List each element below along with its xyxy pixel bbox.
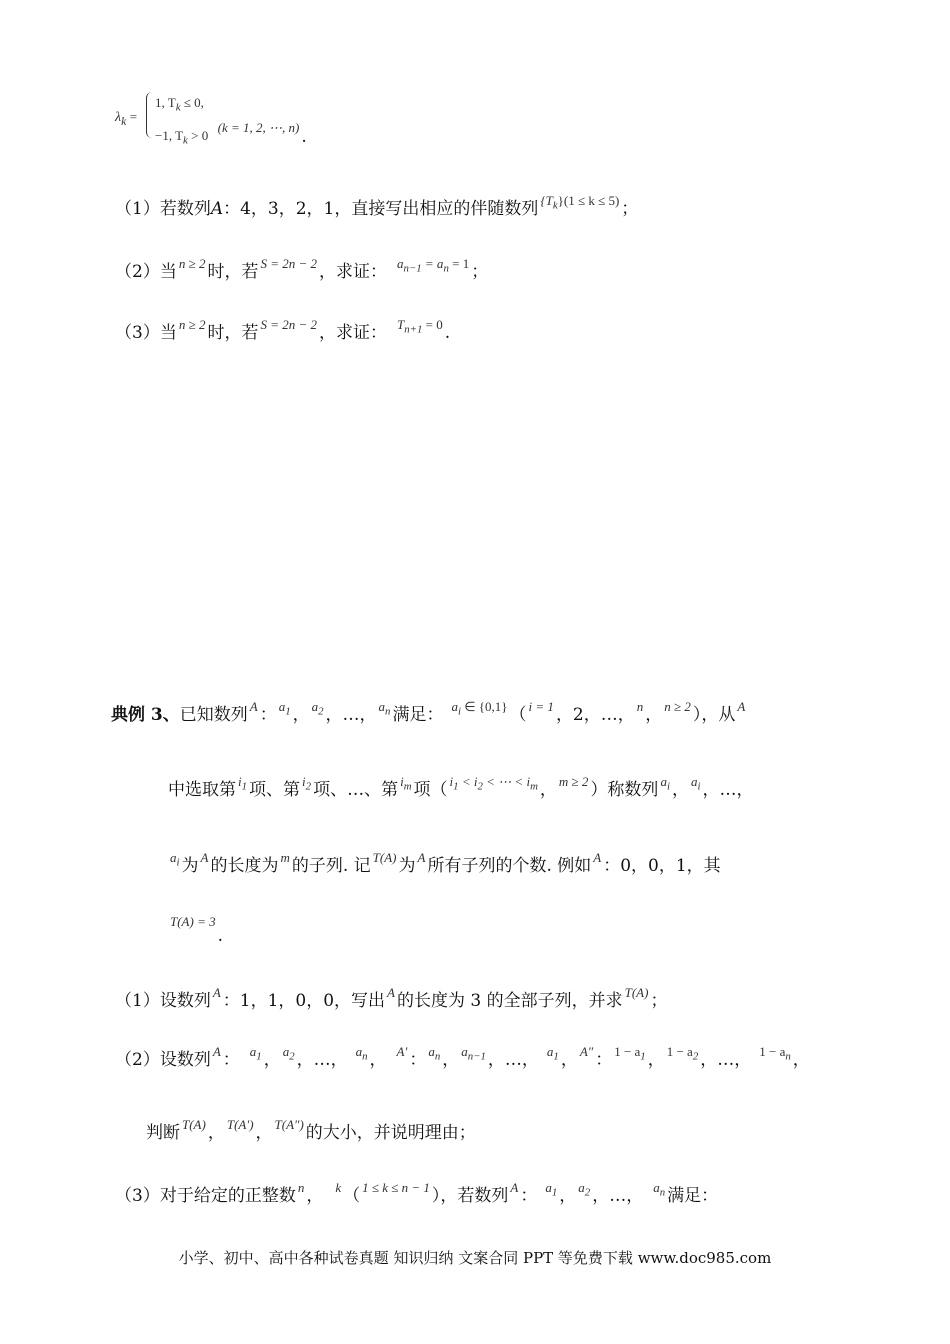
example-3-question-2-line-2: 判断 T(A) ， T(A′) ， T(A″) 的大小，并说明理由； [146,1117,476,1143]
piecewise-brace [146,92,152,138]
example-3-title: 典例 3、 [111,705,180,725]
question-2: （2）当 n ≥ 2 时，若 S = 2n − 2 ，求证： $a_{n-1} = a_n = 1$ ； [115,256,489,282]
example-3-question-3: （3）对于给定的正整数 n ， k （ 1 ≤ k ≤ n − 1 ），若数列 A ： $a_1$ ， $a_2$ ，…， $a_n$ 满足： [115,1180,719,1206]
example-3-line-2: 中选取第 $i_1$ 项、第 $i_2$ 项、…、第 $i_m$ 项（ $i_1 < i_2$ < ⋯ < $i_m$ ， m ≥ 2 ）称数列 $a_i$ ， $a_i$ ，…， [168,774,754,800]
lambda-case-1: 1, $T_k \le 0$, [155,95,204,114]
example-3-line-1: 典例 3、已知数列 A ： $a_1$ ， $a_2$ ，…， $a_n$ 满足： $a_i$ ∈ {0,1} （ i = 1 ，2，…， n ， n ≥ 2 ），从 A [111,699,746,725]
lambda-symbol: $\lambda_k$ = [115,109,138,128]
example-3-question-2: （2）设数列 A ： $a_1$ ， $a_2$ ，…， $a_n$ ， A′ ： $a_n$ ， $a_{n-1}$ ，…， $a_1$ ， A″ ： $1 - a_1$ ， $1 - a_2$ ，…， $1 - a_n$ ， [115,1044,810,1070]
example-3-line-4: T(A) = 3. [170,914,224,946]
page-footer: 小学、初中、高中各种试卷真题 知识归纳 文案合同 PPT 等免费下载 www.doc985.com [178,1249,772,1267]
lambda-case-2: −1, $T_k > 0$ (k = 1, 2, ⋯, n) . [153,116,307,153]
example-3-line-3: $a_i$ 为 A 的长度为 m 的子列. 记 T(A) 为 A 所有子列的个数. 例如 A ：0，0，1，其 [170,850,721,876]
example-3-question-1: （1）设数列 A ：1，1，0，0，写出 A 的长度为 3 的全部子列，并求 T(A) ； [115,985,668,1011]
companion-sequence-math: $\{T_k\}(1 \le k \le 5)$ [540,193,620,212]
question-1: （1）若数列A：4，3，2，1，直接写出相应的伴随数列 $\{T_k\}(1 \le k \le 5)$ ； [115,189,638,221]
k-range: (k = 1, 2, ⋯, n) [217,120,300,135]
lambda-definition [113,104,139,134]
question-3: （3）当 n ≥ 2 时，若 S = 2n − 2 ，求证： $T_{n+1} = 0$ . [115,317,451,343]
